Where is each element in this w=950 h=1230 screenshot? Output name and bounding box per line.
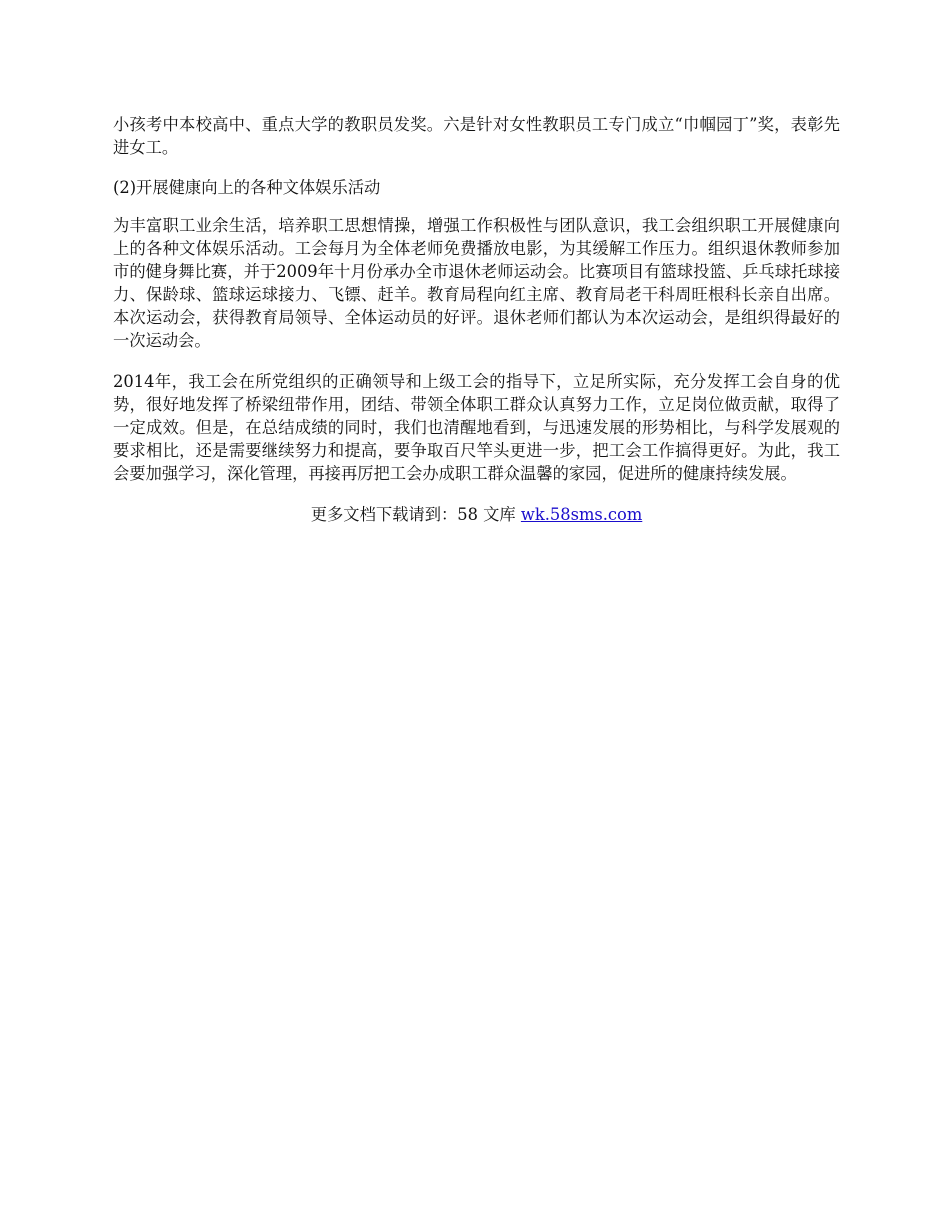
paragraph-female-staff-award: 小孩考中本校高中、重点大学的教职员发奖。六是针对女性教职员工专门成立“巾帼园丁”奖，表彰先进女工。 — [113, 115, 840, 157]
document-body — [113, 113, 840, 526]
paragraph-cultural-activities: 为丰富职工业余生活，培养职工思想情操，增强工作积极性与团队意识，我工会组织职工开展健康向上的各种文体娱乐活动。工会每月为全体老师免费播放电影，为其缓解工作压力。组织退休教师参加市的健身舞比赛，并于2009年十月份承办全市退休老师运动会。比赛项目有篮球投篮、乒乓球托球接力、保龄球、篮球运球接力、飞镖、赶羊。教育局程向红主席、教育局老干科周旺根科长亲自出席。本次运动会，获得教育局领导、全体运动员的好评。退休老师们都认为本次运动会，是组织得最好的一次运动会。 — [113, 216, 840, 350]
paragraph-2014-summary: 2014年，我工会在所党组织的正确领导和上级工会的指导下，立足所实际，充分发挥工会自身的优势，很好地发挥了桥梁纽带作用，团结、带领全体职工群众认真努力工作，立足岗位做贡献，取得了一定成效。但是，在总结成绩的同时，我们也清醒地看到，与迅速发展的形势相比，与科学发展观的要求相比，还是需要继续努力和提高，要争取百尺竿头更进一步，把工会工作搞得更好。为此，我工会要加强学习，深化管理，再接再厉把工会办成职工群众温馨的家园，促进所的健康持续发展。 — [113, 372, 840, 483]
footer-download-note — [113, 503, 840, 526]
footer-download-link[interactable]: wk.58sms.com — [520, 505, 643, 524]
section-heading-activities: (2)开展健康向上的各种文体娱乐活动 — [113, 178, 381, 197]
footer-prefix-text: 更多文档下载请到：58 文库 — [310, 505, 521, 524]
